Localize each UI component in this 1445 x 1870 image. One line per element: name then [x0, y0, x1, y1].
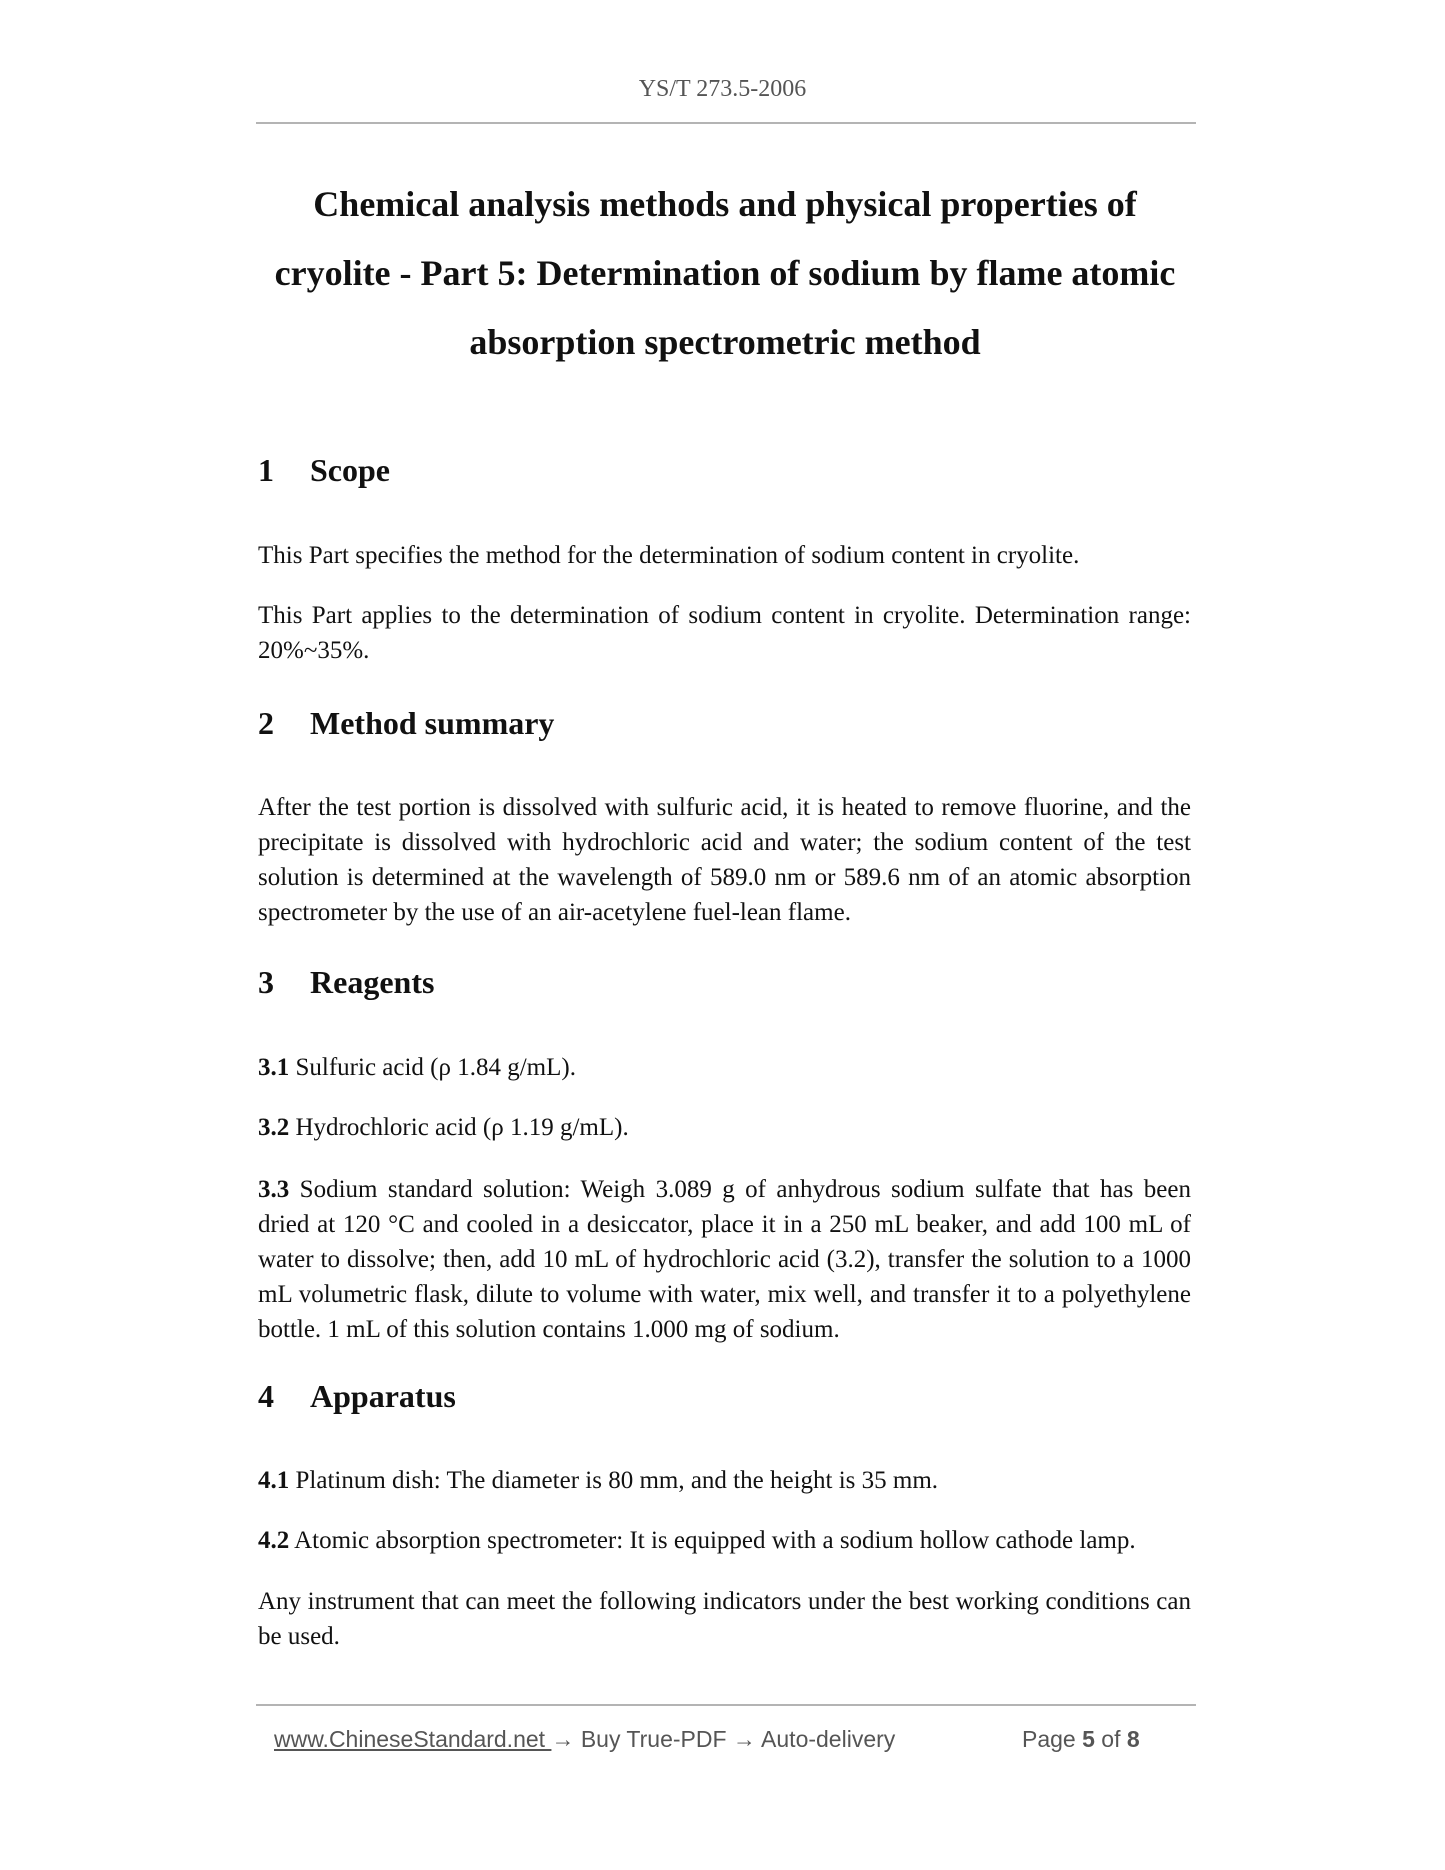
- item-number: 3.2: [258, 1114, 290, 1141]
- paragraph: Any instrument that can meet the following indicators under the best working conditions can be used.: [258, 1588, 1191, 1650]
- section-number: 1: [258, 452, 274, 488]
- chinesestandard-link[interactable]: www.ChineseStandard.net: [274, 1726, 552, 1752]
- footer-divider: [256, 1704, 1196, 1706]
- auto-delivery-text: Auto-delivery: [755, 1726, 896, 1752]
- of-label: of: [1101, 1726, 1121, 1752]
- item-text: Sodium standard solution: Weigh 3.089 g of anhydrous sodium sulfate that has been dried at 120 °C and cooled in a desiccator, place it in a 250 mL beaker, and add 100 mL of water to dissolve; then, add 10 mL of hydrochloric acid (3.2), transfer the solution to a 1000 mL volumetric flask, dilute to volume with water, mix well, and transfer it to a polyethylene bottle. 1 mL of this solution contains 1.000 mg of sodium.: [258, 1176, 1191, 1343]
- document-code-header: YS/T 273.5-2006: [638, 76, 807, 102]
- section-title: Scope: [310, 452, 390, 488]
- section-heading-scope: [258, 452, 390, 489]
- section-title: Method summary: [310, 705, 555, 741]
- section-heading-reagents: [258, 964, 434, 1001]
- page-indicator: [1022, 1726, 1140, 1753]
- reagent-item: [258, 1172, 1191, 1347]
- header-divider: [256, 122, 1196, 124]
- paragraph: This Part applies to the determination of sodium content in cryolite. Determination range: 20%~35%.: [258, 602, 1191, 664]
- item-text: Atomic absorption spectrometer: It is equipped with a sodium hollow cathode lamp.: [289, 1527, 1136, 1554]
- reagent-item: [258, 1110, 1191, 1145]
- arrow-right-icon: →: [551, 1726, 575, 1752]
- title-line: Chemical analysis methods and physical properties of: [313, 184, 1137, 224]
- apparatus-item: [258, 1523, 1191, 1558]
- paragraph: After the test portion is dissolved with sulfuric acid, it is heated to remove fluorine, and the precipitate is dissolved with hydrochloric acid and water; the sodium content of the test solution is determined at the wavelength of 589.0 nm or 589.6 nm of an atomic absorption spectrometer by the use of an air-acetylene fuel-lean flame.: [258, 794, 1191, 926]
- page-current: 5: [1082, 1726, 1095, 1752]
- title-line: cryolite - Part 5: Determination of sodium by flame atomic: [274, 253, 1176, 293]
- section-heading-apparatus: [258, 1378, 456, 1415]
- item-number: 3.1: [258, 1054, 290, 1081]
- arrow-right-icon: →: [732, 1726, 756, 1752]
- page-total: 8: [1126, 1726, 1140, 1752]
- document-title: [240, 170, 1210, 377]
- section-number: 3: [258, 964, 274, 1000]
- item-number: 4.2: [258, 1527, 290, 1554]
- section-title: Apparatus: [310, 1378, 456, 1414]
- item-text: Sulfuric acid (ρ 1.84 g/mL).: [289, 1054, 576, 1081]
- item-text: Platinum dish: The diameter is 80 mm, and the height is 35 mm.: [289, 1467, 939, 1494]
- section-number: 4: [258, 1378, 274, 1414]
- item-text: Hydrochloric acid (ρ 1.19 g/mL).: [289, 1114, 629, 1141]
- section-heading-method-summary: [258, 705, 554, 742]
- paragraph: This Part specifies the method for the determination of sodium content in cryolite.: [258, 542, 1080, 569]
- page-label: Page: [1022, 1726, 1076, 1752]
- item-number: 3.3: [258, 1176, 290, 1203]
- title-line: absorption spectrometric method: [469, 322, 981, 362]
- section-title: Reagents: [310, 964, 435, 1000]
- item-number: 4.1: [258, 1467, 290, 1494]
- section-number: 2: [258, 705, 274, 741]
- apparatus-item: [258, 1463, 1191, 1498]
- footer-links: [274, 1726, 895, 1753]
- buy-true-pdf-text: Buy True-PDF: [574, 1726, 733, 1752]
- reagent-item: [258, 1050, 1191, 1085]
